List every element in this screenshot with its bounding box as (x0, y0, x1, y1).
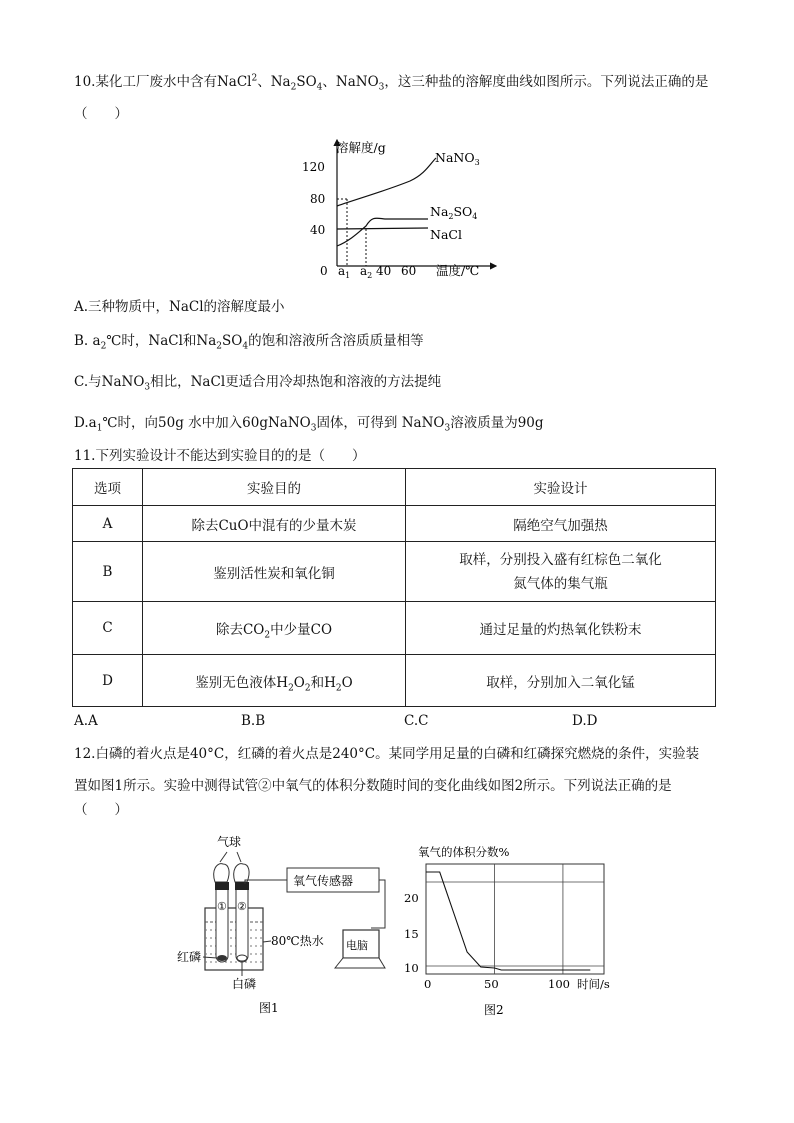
fig2-y-tick-10: 10 (404, 961, 419, 975)
tube-2-label: ② (237, 900, 247, 913)
nano3-curve (337, 158, 436, 206)
fig2-y-tick-20: 20 (404, 891, 419, 905)
balloon-left (214, 864, 229, 882)
q11-table (72, 468, 716, 707)
q10-option-c: C.与NaNO$_3$相比，NaCl更适合用冷却热饱和溶液的方法提纯 (74, 374, 442, 393)
beaker (205, 908, 263, 970)
q10-paren: （ ） (74, 106, 128, 122)
fig2-x-label: 时间/s (577, 977, 610, 991)
red-phosphorus (217, 955, 227, 961)
balloon-label: 气球 (217, 835, 242, 849)
q10-option-b: B. $a_2℃$时，NaCl和$Na_2SO_4$的饱和溶液所含溶质质量相等 (74, 333, 424, 352)
x-tick-40: 40 (376, 264, 392, 278)
q10-stem-line1: 10.某化工厂废水中含有NaCl$^2$、$Na_2SO_4$、NaNO$_3$，这三种盐的溶解度曲线如图所示。下列说法正确的是 (74, 73, 709, 93)
hot-water-label: 80℃热水 (271, 934, 324, 948)
q11-answer-d: D.D (572, 713, 598, 729)
white-phosphorus (237, 955, 247, 961)
oxygen-sensor-label: 氧气传感器 (293, 874, 354, 888)
nano3-label: NaNO$_3$ (435, 150, 480, 167)
fig2-plot-frame (426, 864, 604, 974)
white-phosphorus-label: 白磷 (232, 977, 257, 991)
fig2-y-tick-15: 15 (404, 927, 419, 941)
figure-2-caption: 图2 (484, 1003, 504, 1017)
y-tick-120: 120 (302, 160, 325, 174)
y-tick-40: 40 (310, 223, 326, 237)
balloon-right (234, 864, 249, 882)
x-tick-a1: $a_1$ (338, 264, 351, 280)
nacl-curve (337, 228, 428, 229)
na2so4-curve (337, 218, 428, 246)
q12-stem-line1: 12.白磷的着火点是40°C，红磷的着火点是240°C。某同学用足量的白磷和红磷探究燃烧的条件，实验装 (74, 746, 700, 762)
y-axis-label: 溶解度/g (336, 140, 386, 155)
fig2-y-label: 氧气的体积分数% (418, 845, 510, 859)
x-tick-60: 60 (401, 264, 417, 278)
x-tick-a2: $a_2$ (360, 264, 373, 280)
q12-paren: （ ） (74, 802, 128, 818)
computer-label: 电脑 (346, 939, 368, 952)
q11-answer-b: B.B (241, 713, 266, 729)
figure-1-caption: 图1 (259, 1001, 279, 1015)
nacl-label: NaCl (430, 227, 462, 242)
x-tick-0: 0 (320, 264, 328, 278)
q12-stem-line2: 置如图1所示。实验中测得试管②中氧气的体积分数随时间的变化曲线如图2所示。下列说法正确的是 (74, 778, 672, 794)
y-tick-80: 80 (310, 192, 326, 206)
q11-stem: 11.下列实验设计不能达到实验目的的是（ ） (74, 448, 366, 464)
q11-answer-c: C.C (404, 713, 429, 729)
figure-1-apparatus (175, 830, 390, 1020)
solubility-chart (300, 136, 500, 281)
fig2-x-tick-100: 100 (548, 977, 570, 991)
table-header-purpose: 实验目的 (143, 469, 406, 506)
q10-option-d: $D.a_1℃$时，向50g 水中加入60gNaNO$_3$固体，可得到 NaNO$_3$溶液质量为90g (74, 415, 544, 434)
table-header-design: 实验设计 (406, 469, 716, 506)
table-row: B 鉴别活性炭和氧化铜 取样，分别投入盛有红棕色二氧化 氮气体的集气瓶 (73, 542, 716, 602)
computer-keyboard (335, 958, 385, 968)
red-phosphorus-label: 红磷 (177, 950, 202, 964)
table-row: C 除去$CO_2$中少量CO 通过足量的灼热氧化铁粉末 (73, 602, 716, 655)
table-header-option: 选项 (73, 469, 143, 506)
x-axis-label: 温度/℃ (436, 263, 480, 278)
table-row: A 除去CuO中混有的少量木炭 隔绝空气加强热 (73, 506, 716, 542)
figure-2-oxygen-chart (400, 842, 612, 1020)
oxygen-curve (426, 872, 590, 970)
fig2-x-tick-0: 0 (424, 977, 432, 991)
na2so4-label: $Na_2SO_4$ (430, 204, 478, 221)
tube-1-label: ① (217, 900, 227, 913)
fig2-x-tick-50: 50 (484, 977, 499, 991)
q11-answer-a: A.A (74, 713, 98, 729)
q10-option-a: A.三种物质中，NaCl的溶解度最小 (74, 299, 285, 315)
table-row: D 鉴别无色液体$H_2O_2$和$H_2O$ 取样，分别加入二氧化锰 (73, 655, 716, 707)
